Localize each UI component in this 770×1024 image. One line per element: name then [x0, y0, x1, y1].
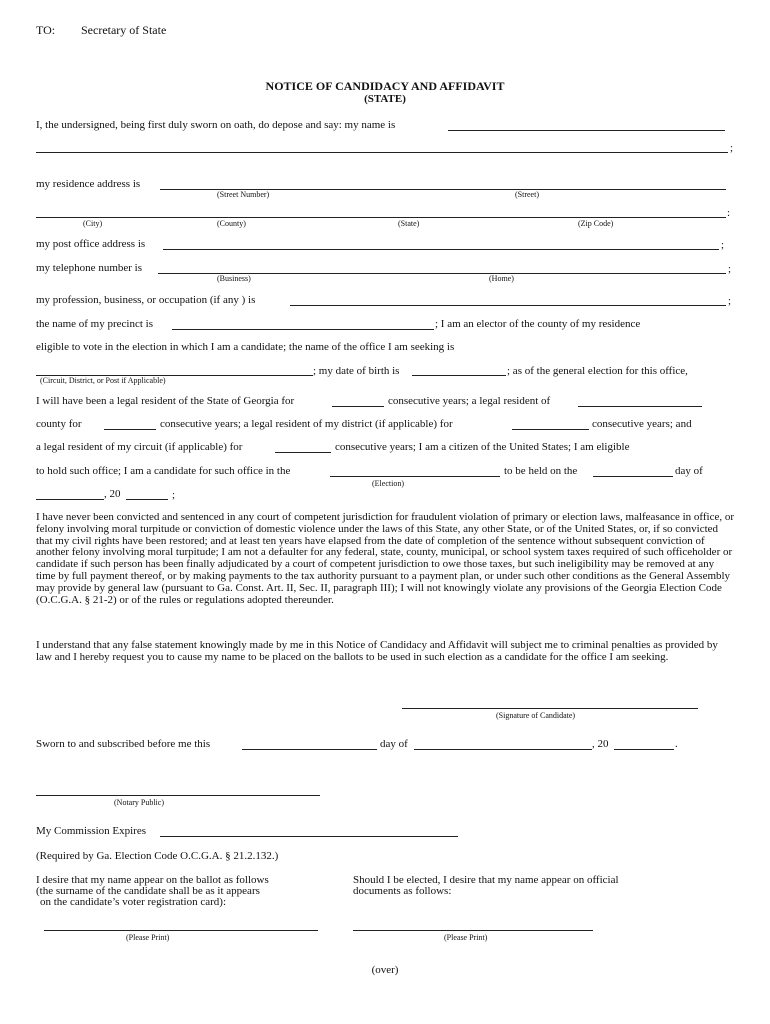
dob-label: ; my date of birth is [313, 365, 400, 377]
city-county-state-zip-field[interactable] [36, 217, 726, 218]
consecutive-years-and-text: consecutive years; and [592, 418, 692, 430]
telephone-label: my telephone number is [36, 262, 143, 274]
ballot-print-caption: (Please Print) [126, 933, 170, 942]
hold-office-text: to hold such office; I am a candidate for such office in the [36, 465, 291, 477]
commission-label: My Commission Expires [36, 825, 147, 837]
election-caption: (Election) [372, 479, 404, 488]
form-subtitle: (STATE) [364, 93, 406, 105]
county-years-field[interactable] [104, 429, 156, 430]
semicolon: ; [721, 239, 725, 251]
conviction-paragraph: I have never been convicted and sentenced in any court of competent jurisdiction for fraudulent violation of primary or election laws, malfeasance in office, or felony involving moral turpitude or conviction of domestic violence under the laws of this State, any other State, or of the United States, or, if so convicted that my civil rights have been restored; and at least ten years have elapsed from the date of completion of the sentence without subsequent conviction of another felony involving moral turpitude; I am not a defaulter for any federal, state, county, municipal, or school system taxes required of such officeholder or candidate if such person has been finally adjudicated by a court of competent jurisdiction to owe those taxes, but such ineligibility may be removed at any time by full payment thereof, or by making payments to the tax authority pursuant to a payment plan, or under such other conditions as the General Assembly may provide by general law (pursuant to Ga. Const. Art. II, Sec. II, paragraph III); I will not knowingly violate any provisions of the Georgia Election Code (O.C.G.A. § 21-2) or of the rules or regulations adopted thereunder. [36, 511, 735, 606]
street-number-caption: (Street Number) [217, 190, 270, 199]
day-of-text: day of [675, 465, 703, 477]
commission-expires-field[interactable] [160, 836, 458, 837]
election-year-field[interactable] [126, 499, 168, 500]
sworn-period: . [675, 738, 678, 750]
official-name-field[interactable] [353, 930, 593, 931]
eligible-text: eligible to vote in the election in which I am a candidate; the name of the office I am seeking is [36, 341, 455, 353]
post-office-label: my post office address is [36, 238, 146, 250]
official-line-2: documents as follows: [353, 885, 452, 897]
name-field[interactable] [448, 130, 725, 131]
sworn-day-field[interactable] [242, 749, 377, 750]
sworn-text: Sworn to and subscribed before me this [36, 738, 211, 750]
over-note: (over) [371, 964, 399, 976]
elector-text: ; I am an elector of the county of my residence [435, 318, 641, 330]
precinct-field[interactable] [172, 329, 434, 330]
false-statement-paragraph: I understand that any false statement knowingly made by me in this Notice of Candidacy and Affidavit will subject me to criminal penalties as provided by law and I hereby request you to cause my name to be placed on the ballots to be used in such election as a candidate for the office I am seeking. [36, 639, 718, 663]
year-suffix: ; [172, 489, 176, 501]
semicolon: ; [728, 263, 732, 275]
circuit-text: a legal resident of my circuit (if applicable) for [36, 441, 243, 453]
intro-text: I, the undersigned, being first duly sworn on oath, do depose and say: my name is [36, 119, 396, 131]
notary-signature-field[interactable] [36, 795, 320, 796]
ballot-line-1: I desire that my name appear on the ballot as follows [36, 874, 269, 886]
ballot-line-2: (the surname of the candidate shall be as it appears [36, 885, 260, 897]
year-prefix: , 20 [104, 488, 121, 500]
general-election-text: ; as of the general election for this office, [507, 365, 688, 377]
to-label: TO: [36, 23, 56, 37]
zip-caption: (Zip Code) [578, 219, 614, 228]
district-text: consecutive years; a legal resident of my district (if applicable) for [160, 418, 453, 430]
profession-label: my profession, business, or occupation (if any ) is [36, 294, 256, 306]
colon: : [727, 207, 731, 219]
held-on-text: to be held on the [504, 465, 578, 477]
sworn-month-field[interactable] [414, 749, 592, 750]
county-caption: (County) [217, 219, 246, 228]
name-field-continued[interactable] [36, 152, 728, 153]
citizen-text: consecutive years; I am a citizen of the United States; I am eligible [335, 441, 630, 453]
semicolon: ; [728, 295, 732, 307]
election-field[interactable] [330, 476, 500, 477]
notary-caption: (Notary Public) [114, 798, 164, 807]
ballot-name-field[interactable] [44, 930, 318, 931]
state-caption: (State) [398, 219, 420, 228]
precinct-label: the name of my precinct is [36, 318, 153, 330]
official-print-caption: (Please Print) [444, 933, 488, 942]
residence-label: my residence address is [36, 178, 141, 190]
post-office-field[interactable] [163, 249, 719, 250]
consecutive-years-text: consecutive years; a legal resident of [388, 395, 551, 407]
form-title: NOTICE OF CANDIDACY AND AFFIDAVIT [265, 79, 505, 93]
semicolon: ; [730, 142, 734, 154]
sworn-day-of-text: day of [380, 738, 408, 750]
business-caption: (Business) [217, 274, 251, 283]
official-line-1: Should I be elected, I desire that my name appear on official [353, 874, 619, 886]
election-day-field[interactable] [593, 476, 673, 477]
candidate-signature-field[interactable] [402, 708, 698, 709]
required-note: (Required by Ga. Election Code O.C.G.A. § 21.2.132.) [36, 850, 279, 862]
recipient-name: Secretary of State [81, 23, 167, 37]
county-name-field[interactable] [578, 406, 702, 407]
profession-field[interactable] [290, 305, 726, 306]
georgia-years-field[interactable] [332, 406, 384, 407]
circuit-years-field[interactable] [275, 452, 331, 453]
signature-caption: (Signature of Candidate) [496, 711, 576, 720]
circuit-caption: (Circuit, District, or Post if Applicable) [40, 376, 166, 385]
dob-field[interactable] [412, 375, 506, 376]
sworn-year-prefix: , 20 [592, 738, 609, 750]
county-for-text: county for [36, 418, 82, 430]
election-month-field[interactable] [36, 499, 104, 500]
ballot-line-3: on the candidate’s voter registration card): [40, 896, 227, 908]
city-caption: (City) [83, 219, 103, 228]
resident-georgia-text: I will have been a legal resident of the State of Georgia for [36, 395, 295, 407]
street-caption: (Street) [515, 190, 539, 199]
district-years-field[interactable] [512, 429, 589, 430]
home-caption: (Home) [489, 274, 514, 283]
sworn-year-field[interactable] [614, 749, 674, 750]
